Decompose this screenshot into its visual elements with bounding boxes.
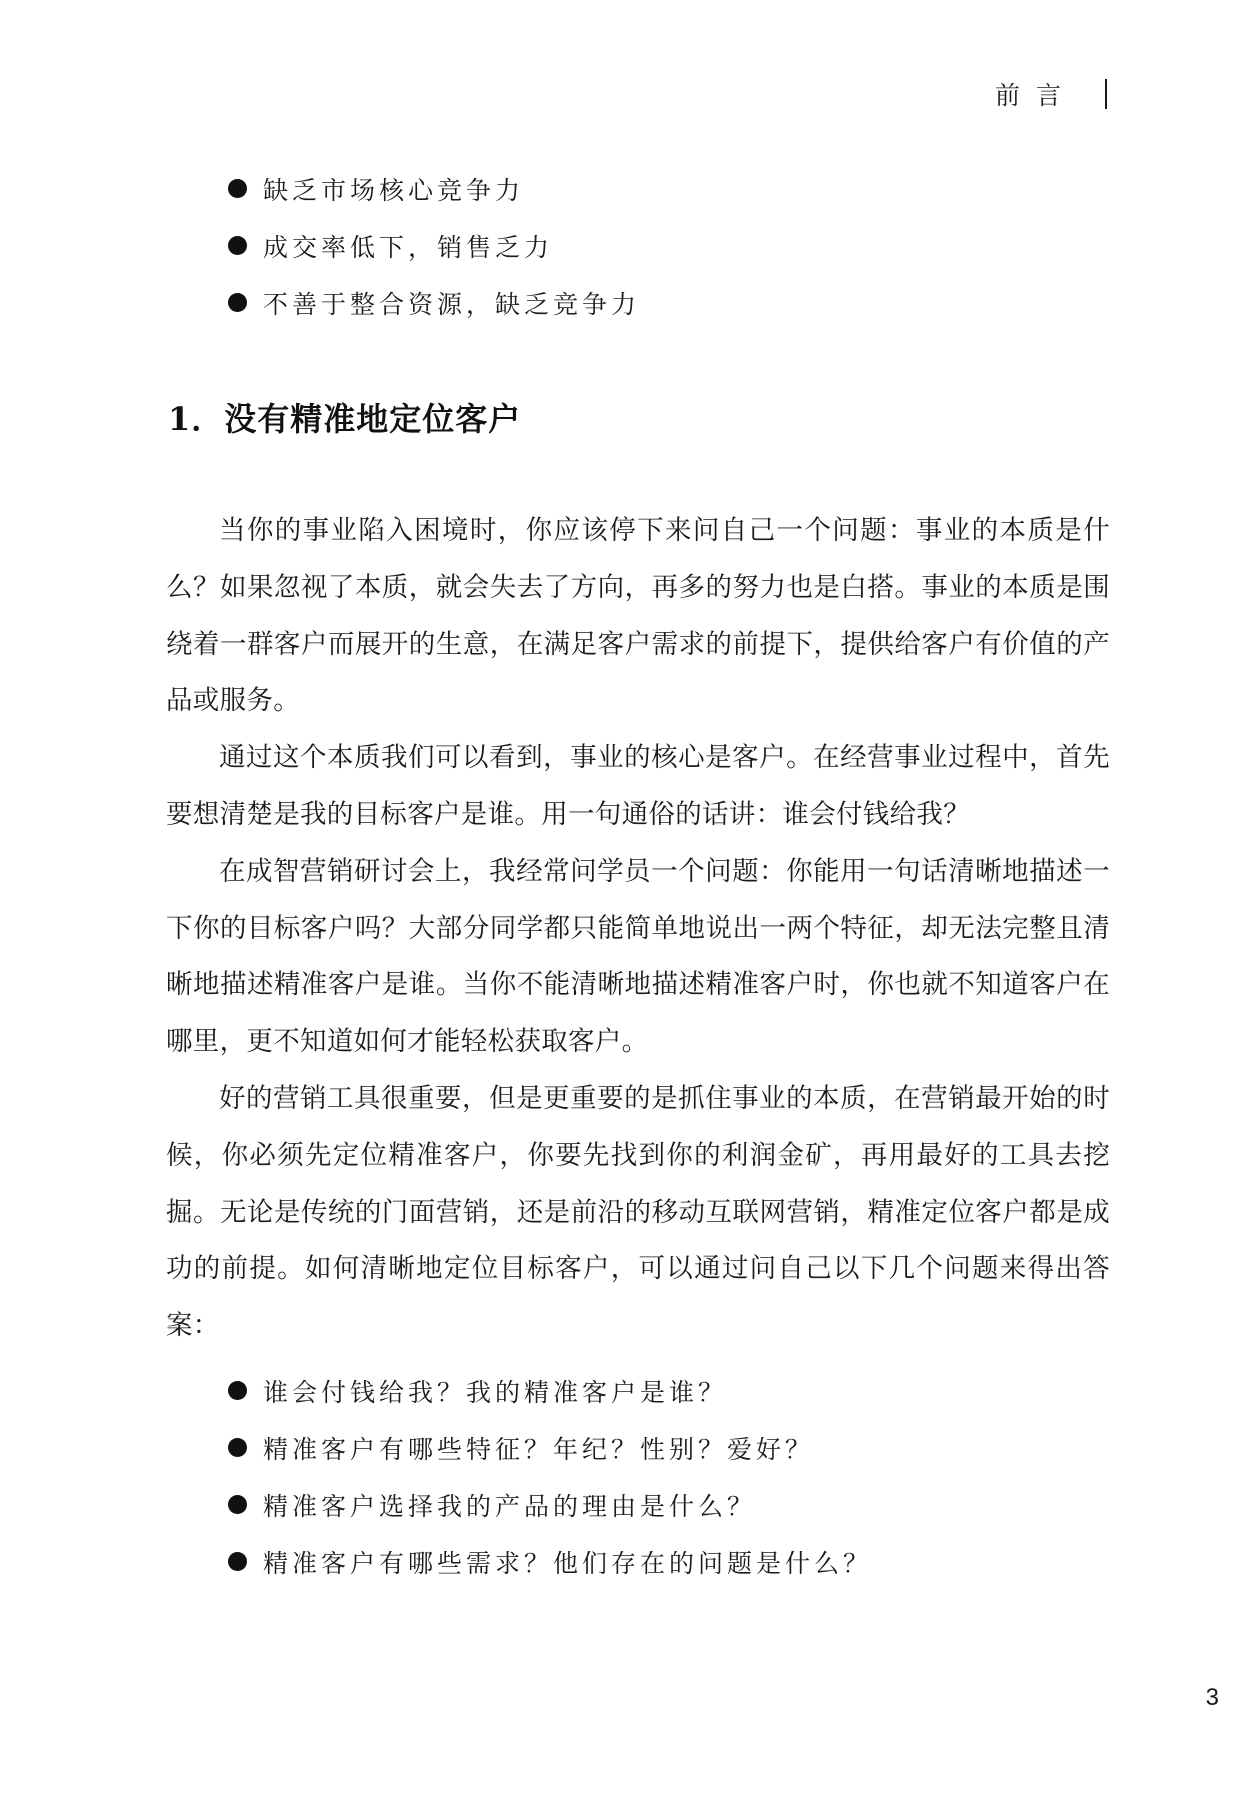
bullet-list-bottom: [228, 1362, 872, 1590]
page-number: 3: [1205, 1684, 1219, 1711]
bullet-list-top: [228, 160, 640, 331]
paragraph: 在成智营销研讨会上，我经常问学员一个问题：你能用一句话清晰地描述一下你的目标客户吗？大部分同学都只能简单地说出一两个特征，却无法完整且清晰地描述精准客户是谁。当你不能清晰地描述精准客户时，你也就不知道客户在哪里，更不知道如何才能轻松获取客户。: [166, 855, 1110, 1058]
header-divider: [1105, 79, 1107, 109]
bullet-dot-icon: [228, 179, 247, 198]
list-item-text: 精准客户有哪些需求？他们存在的问题是什么？: [263, 1548, 873, 1578]
paragraph: 通过这个本质我们可以看到，事业的核心是客户。在经营事业过程中，首先要想清楚是我的目标客户是谁。用一句通俗的话讲：谁会付钱给我？: [166, 742, 1110, 830]
bullet-dot-icon: [228, 236, 247, 255]
bullet-dot-icon: [228, 1381, 247, 1400]
paragraph: 好的营销工具很重要，但是更重要的是抓住事业的本质，在营销最开始的时候，你必须先定位精准客户，你要先找到你的利润金矿，再用最好的工具去挖掘。无论是传统的门面营销，还是前沿的移动互联网营销，精准定位客户都是成功的前提。如何清晰地定位目标客户，可以通过问自己以下几个问题来得出答案：: [166, 1082, 1110, 1342]
list-item: [228, 274, 640, 331]
list-item: [228, 1476, 872, 1533]
list-item-text: 缺乏市场核心竞争力: [263, 175, 525, 205]
list-item: [228, 217, 640, 274]
list-item: [228, 1419, 872, 1476]
list-item: [228, 1362, 872, 1419]
body-text: [166, 503, 1110, 1355]
bullet-dot-icon: [228, 293, 247, 312]
section-heading: 1．没有精准地定位客户: [168, 400, 522, 438]
list-item-text: 精准客户有哪些特征？年纪？性别？爱好？: [263, 1434, 815, 1464]
paragraph: 当你的事业陷入困境时，你应该停下来问自己一个问题：事业的本质是什么？如果忽视了本质，就会失去了方向，再多的努力也是白搭。事业的本质是围绕着一群客户而展开的生意，在满足客户需求的前提下，提供给客户有价值的产品或服务。: [166, 515, 1110, 717]
list-item-text: 成交率低下，销售乏力: [263, 232, 554, 262]
running-header: [995, 76, 1107, 112]
running-title: 前言: [994, 81, 1077, 110]
bullet-dot-icon: [228, 1438, 247, 1457]
list-item-text: 不善于整合资源，缺乏竞争力: [263, 289, 641, 319]
list-item: [228, 160, 640, 217]
list-item: [228, 1533, 872, 1590]
bullet-dot-icon: [228, 1495, 247, 1514]
list-item-text: 精准客户选择我的产品的理由是什么？: [263, 1491, 757, 1521]
bullet-dot-icon: [228, 1552, 247, 1571]
list-item-text: 谁会付钱给我？我的精准客户是谁？: [263, 1377, 728, 1407]
